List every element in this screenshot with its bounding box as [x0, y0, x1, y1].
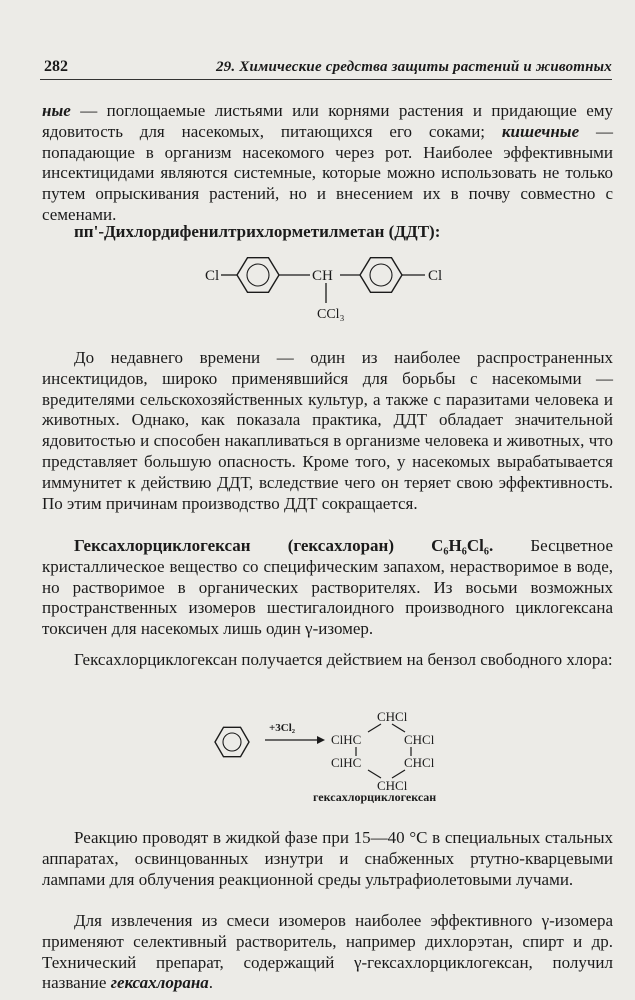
page-number: 282	[44, 58, 68, 75]
ddt-structural-formula	[200, 245, 470, 323]
intro-term-intestinal: кишечные	[501, 121, 580, 141]
intro-paragraph	[42, 101, 613, 226]
intro-term-systemic-end: ные	[42, 101, 71, 120]
chapter-title: 29. Химические средства защиты растений и животных	[215, 59, 612, 75]
hch-left-lower-group: ClHC	[331, 755, 362, 770]
reaction-scheme	[205, 700, 470, 800]
ddt-left-cl: Cl	[205, 268, 220, 284]
running-header	[40, 57, 612, 80]
hexachloran-term: гексахлорана	[110, 973, 209, 993]
process-paragraph: Реакцию проводят в жидкой фазе при 15—40 °С в специальных стальных аппаратах, освинцованных изнутри и снабженных ртутно-кварцевыми лампами для облучения реакционной среды ультрафиолетовыми лучами.	[42, 828, 613, 889]
hch-description: Бесцветное кристаллическое вещество со специфическим запахом, нерастворимое в воде, но растворимое в органических растворителях. Из восьми возможных пространственных изомеров шестигалоидного производного циклогексана токсичен для насекомых лишь один γ-изомер.	[42, 536, 613, 639]
ddt-ccl3-group: CCl₃	[317, 307, 345, 322]
hch-top-group: CHCl	[377, 709, 408, 724]
ddt-right-cl: Cl	[428, 268, 443, 284]
ddt-paragraph: До недавнего времени — один из наиболее распространенных инсектицидов, широко применявшийся для борьбы с насекомыми — вредителями сельскохозяйственных культур, а также с паразитами человека и животных. Однако, как показала практика, ДДТ обладает значительной ядовитостью и способен накапливаться в организме человека и животных, что представляет большую опасность. Кроме того, у насекомых вырабатывается иммунитет к действию ДДТ, вследствие чего он теряет свою эффективность. По этим причинам производство ДДТ сокращается.	[42, 348, 613, 513]
extraction-text: Для извлечения из смеси изомеров наиболее эффективного γ-изомера применяют селективный растворитель, например дихлорэтан, спирт и др. Технический препарат, содержащий γ-гексахлорциклогексан, получил название	[42, 911, 613, 993]
intro-text-1: — поглощаемые листьями или корнями растения и придающие ему ядовитость для насекомых, питающихся его соками;	[42, 101, 613, 141]
hch-right-upper-group: CHCl	[404, 732, 435, 747]
hch-paragraph	[42, 536, 613, 640]
extraction-paragraph	[42, 911, 613, 994]
hch-left-upper-group: ClHC	[331, 732, 362, 747]
hch-heading: Гексахлорциклогексан (гексахлоран) C₆H₆Cl₆.	[74, 536, 494, 555]
reaction-reagent: +3Cl₂	[269, 722, 296, 734]
intro-text-2: — попадающие в организм насекомого через рот. Наиболее эффективными инсектицидами являются системные, которые можно использовать не только путем опрыскивания растений, но и внесением их в почву совместно с семенами.	[42, 121, 613, 224]
extraction-end: .	[208, 973, 214, 993]
reaction-caption: гексахлорциклогексан	[313, 790, 437, 804]
ddt-ch-group: CH	[312, 268, 333, 284]
hch-right-lower-group: CHCl	[404, 755, 435, 770]
hch-bottom-group: CHCl	[377, 778, 408, 793]
ddt-heading: пп'-Дихлордифенилтрихлорметилметан (ДДТ):	[74, 222, 441, 241]
hch-preparation-intro: Гексахлорциклогексан получается действием на бензол свободного хлора:	[74, 650, 613, 669]
